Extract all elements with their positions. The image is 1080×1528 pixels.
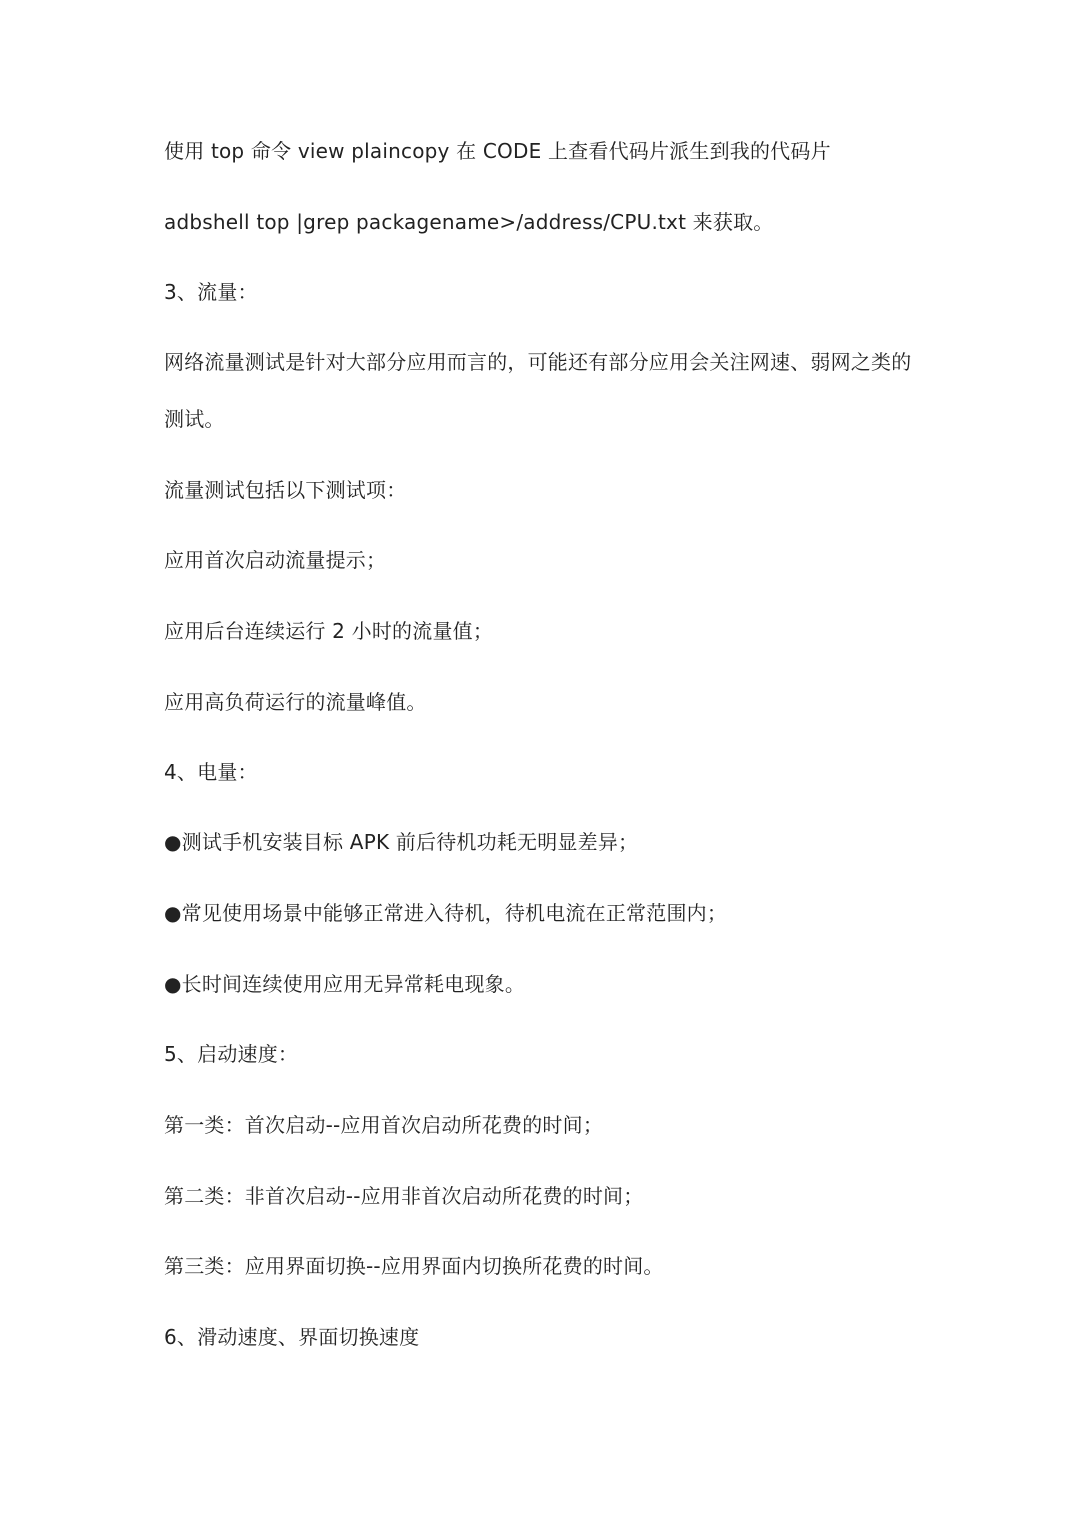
cpu-top-command-line: 使用 top 命令 view plaincopy 在 CODE 上查看代码片派生到我的代码片 <box>164 139 831 163</box>
traffic-test-item-2: 应用后台连续运行 2 小时的流量值； <box>164 619 494 643</box>
battery-bullet-3: ●长时间连续使用应用无异常耗电现象。 <box>164 972 526 996</box>
startup-type-2: 第二类：非首次启动--应用非首次启动所花费的时间； <box>164 1184 644 1208</box>
startup-type-1: 第一类：首次启动--应用首次启动所花费的时间； <box>164 1113 604 1137</box>
startup-type-3: 第三类：应用界面切换--应用界面内切换所花费的时间。 <box>164 1254 664 1278</box>
section-heading-startup-speed: 5、启动速度： <box>164 1042 299 1066</box>
battery-bullet-2: ●常见使用场景中能够正常进入待机，待机电流在正常范围内； <box>164 901 728 925</box>
traffic-test-item-3: 应用高负荷运行的流量峰值。 <box>164 690 427 714</box>
section-heading-scroll-speed: 6、滑动速度、界面切换速度 <box>164 1325 420 1349</box>
traffic-intro-paragraph-line-2: 测试。 <box>164 407 225 431</box>
cpu-adb-command-line: adbshell top |grep packagename>/address/CPU.txt 来获取。 <box>164 210 774 234</box>
traffic-test-items-intro: 流量测试包括以下测试项： <box>164 478 407 502</box>
battery-bullet-1: ●测试手机安装目标 APK 前后待机功耗无明显差异； <box>164 830 639 854</box>
section-heading-battery: 4、电量： <box>164 760 258 784</box>
section-heading-traffic: 3、流量： <box>164 280 258 304</box>
traffic-intro-paragraph-line-1: 网络流量测试是针对大部分应用而言的，可能还有部分应用会关注网速、弱网之类的 <box>164 350 912 374</box>
traffic-test-item-1: 应用首次启动流量提示； <box>164 548 387 572</box>
